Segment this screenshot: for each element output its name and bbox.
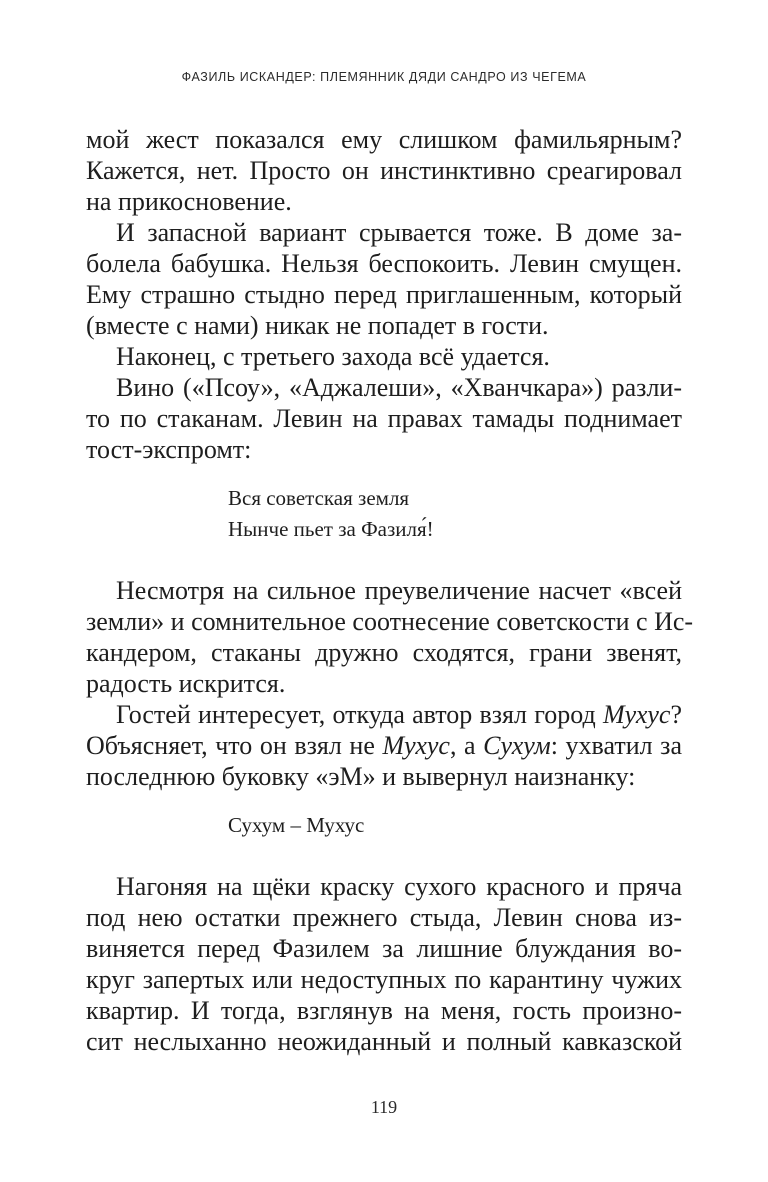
text-line: на прикосновение. bbox=[86, 187, 292, 216]
text-line: Ему страшно стыдно перед приглашенным, который bbox=[86, 280, 682, 309]
paragraph-first-line: Наконец, с третьего захода всё удается. bbox=[116, 342, 550, 371]
text-line: болела бабушка. Нельзя беспокоить. Левин смущен. bbox=[86, 249, 682, 278]
text-span: Объясняет, что он взял не bbox=[86, 731, 383, 760]
italic-word: Мухус bbox=[382, 731, 450, 760]
text-line: земли» и сомнительное соотнесение советскости с Ис- bbox=[86, 607, 694, 636]
text-line: виняется перед Фазилем за лишние блуждания во- bbox=[86, 934, 682, 963]
text-span: : ухватил за bbox=[550, 731, 682, 760]
text-span: ? bbox=[670, 700, 682, 729]
paragraph-first-line bbox=[86, 699, 682, 730]
main-text bbox=[86, 124, 694, 1057]
text-line bbox=[86, 730, 682, 761]
italic-word: Мухус bbox=[602, 700, 671, 729]
paragraph-first-line: Несмотря на сильное преувеличение насчет «всей bbox=[116, 576, 682, 605]
text-line: тост-экспромт: bbox=[86, 435, 252, 464]
text-line: то по стаканам. Левин на правах тамады поднимает bbox=[86, 404, 682, 433]
text-line: квартир. И тогда, взглянув на меня, гость произно- bbox=[86, 996, 682, 1025]
paragraph-first-line: Вино («Псоу», «Аджалеши», «Хванчкара») разли- bbox=[116, 373, 682, 402]
text-line: под нею остатки прежнего стыда, Левин снова из- bbox=[86, 903, 682, 932]
verse-toast bbox=[86, 483, 682, 545]
paragraph-first-line: Нагоняя на щёки краску сухого красного и пряча bbox=[116, 872, 682, 901]
text-line: кандером, стаканы дружно сходятся, грани звенят, bbox=[86, 638, 682, 667]
verse-line: Нынче пьет за Фазиля́! bbox=[228, 517, 434, 541]
running-header: ФАЗИЛЬ ИСКАНДЕР: ПЛЕМЯННИК ДЯДИ САНДРО ИЗ ЧЕГЕМА bbox=[181, 70, 587, 84]
italic-word: Сухум bbox=[483, 731, 551, 760]
text-line: радость искрится. bbox=[86, 669, 286, 698]
verse-line: Вся советская земля bbox=[228, 486, 410, 510]
text-line: Кажется, нет. Просто он инстинктивно среагировал bbox=[86, 156, 682, 185]
verse-wordplay bbox=[86, 810, 682, 841]
paragraph-first-line: И запасной вариант срывается тоже. В доме за- bbox=[116, 218, 682, 247]
text-line: мой жест показался ему слишком фамильярным? bbox=[86, 125, 682, 154]
text-line: круг запертых или недоступных по карантину чужих bbox=[86, 965, 682, 994]
verse-line: Сухум – Мухус bbox=[228, 813, 365, 837]
text-line: последнюю буковку «эМ» и вывернул наизнанку: bbox=[86, 762, 636, 791]
page-number: 119 bbox=[370, 1097, 398, 1117]
text-line: (вместе с нами) никак не попадет в гости. bbox=[86, 311, 549, 340]
text-line: сит неслыханно неожиданный и полный кавказской bbox=[86, 1027, 682, 1056]
text-span: , а bbox=[449, 731, 484, 760]
text-span: Гостей интересует, откуда автор взял город bbox=[116, 700, 603, 729]
